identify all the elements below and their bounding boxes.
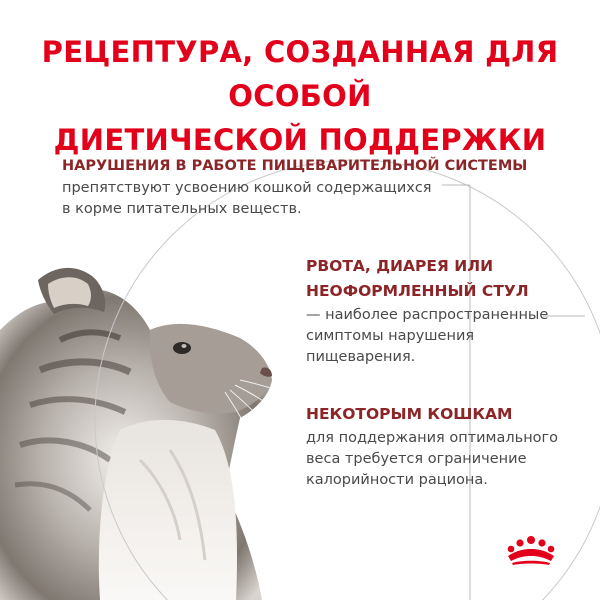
symptoms-heading (306, 254, 529, 304)
text-line: калорийности рациона. (306, 472, 488, 488)
digestive-issues-text (62, 178, 432, 220)
text-line: — наиболее распространенные (306, 307, 549, 323)
symptoms-text (306, 305, 548, 368)
cat-photo (0, 180, 310, 600)
text-line: для поддержания оптимального (306, 430, 559, 446)
heading-line: НЕОФОРМЛЕННЫЙ СТУЛ (306, 282, 529, 300)
page-title (0, 30, 600, 162)
text-line: симптомы нарушения (306, 328, 475, 344)
text-line: препятствуют усвоению кошкой содержащихся (62, 180, 432, 196)
title-line-2: ДИЕТИЧЕСКОЙ ПОДДЕРЖКИ (53, 123, 547, 157)
heading-line: НЕКОТОРЫМ КОШКАМ (306, 405, 513, 423)
text-line: пищеварения. (306, 349, 416, 365)
weight-text (306, 428, 558, 491)
royal-canin-crown-logo (503, 534, 559, 566)
weight-heading (306, 403, 512, 425)
heading-line: НАРУШЕНИЯ В РАБОТЕ ПИЩЕВАРИТЕЛЬНОЙ СИСТЕМЫ (62, 158, 528, 174)
text-line: веса требуется ограничение (306, 451, 527, 467)
title-line-1: РЕЦЕПТУРА, СОЗДАННАЯ ДЛЯ ОСОБОЙ (41, 35, 559, 113)
heading-line: РВОТА, ДИАРЕЯ ИЛИ (306, 257, 494, 275)
text-line: в корме питательных веществ. (62, 201, 302, 217)
digestive-issues-heading (62, 157, 527, 175)
